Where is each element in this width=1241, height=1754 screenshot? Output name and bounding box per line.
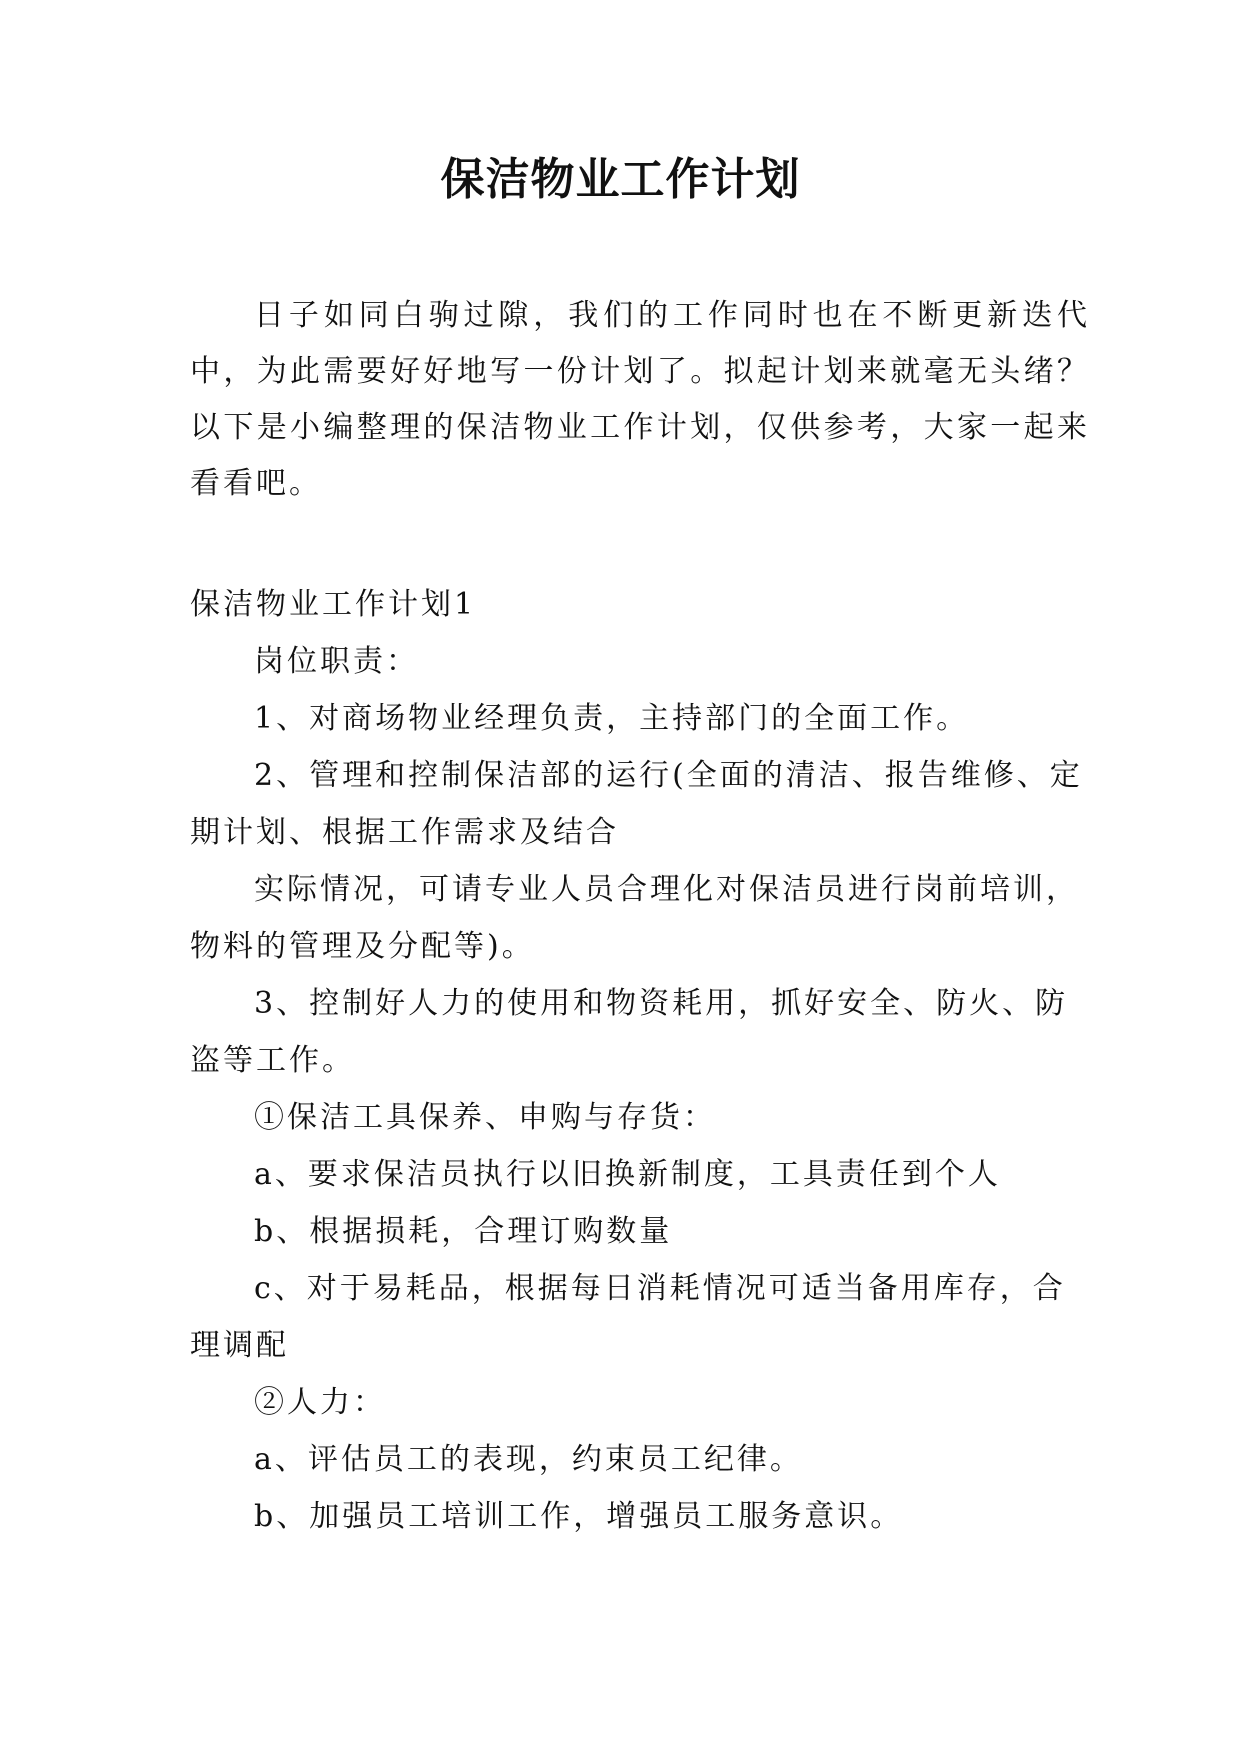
section-spacer [190, 512, 1090, 576]
paragraph-tools-b: b、根据损耗，合理订购数量 [254, 1214, 673, 1249]
document-title: 保洁物业工作计划 [440, 154, 801, 205]
paragraph-tools-c: c、对于易耗品，根据每日消耗情况可适当备用库存，合理调配 [190, 1271, 1066, 1363]
paragraph-item-2-continued: 实际情况，可请专业人员合理化对保洁员进行岗前培训，物料的管理及分配等)。 [190, 872, 1079, 964]
paragraph-manpower-a: a、评估员工的表现，约束员工纪律。 [254, 1442, 803, 1477]
paragraph-subsection-tools: ①保洁工具保养、申购与存货： [254, 1100, 716, 1135]
paragraph-manpower-b: b、加强员工培训工作，增强员工服务意识。 [254, 1499, 904, 1534]
intro-paragraph: 日子如同白驹过隙，我们的工作同时也在不断更新迭代中，为此需要好好地写一份计划了。拟起计划来就毫无头绪？以下是小编整理的保洁物业工作计划，仅供参考，大家一起来看看吧。 [190, 298, 1090, 501]
section-heading: 保洁物业工作计划1 [190, 587, 477, 622]
document-body [190, 288, 1090, 1545]
paragraph-tools-a: a、要求保洁员执行以旧换新制度，工具责任到个人 [254, 1157, 1001, 1192]
paragraph-item-3: 3、控制好人力的使用和物资耗用，抓好安全、防火、防盗等工作。 [190, 986, 1069, 1078]
paragraph-duties-label: 岗位职责： [254, 644, 419, 679]
paragraph-item-2: 2、管理和控制保洁部的运行(全面的清洁、报告维修、定期计划、根据工作需求及结合 [190, 758, 1083, 850]
paragraph-item-1: 1、对商场物业经理负责，主持部门的全面工作。 [254, 701, 970, 736]
paragraph-subsection-manpower: ②人力： [254, 1385, 386, 1420]
